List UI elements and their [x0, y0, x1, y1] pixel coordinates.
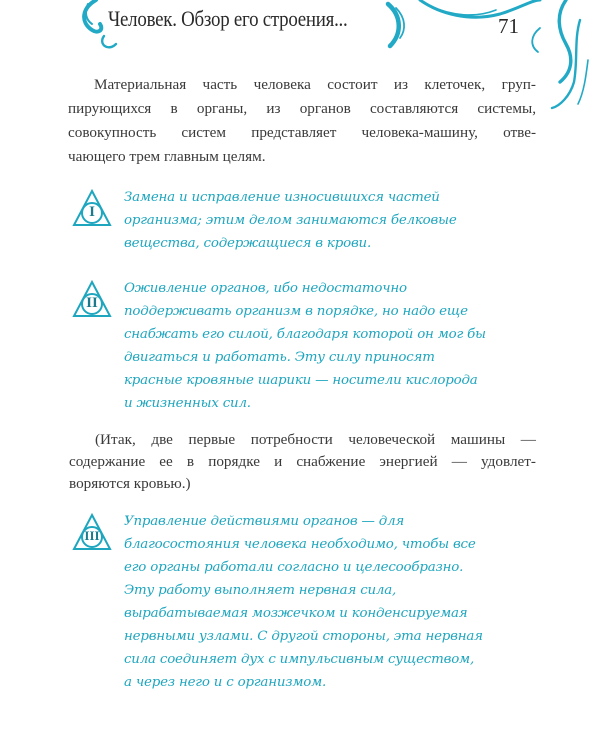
note-line: воряются кровью.)	[69, 475, 191, 492]
item-line: поддерживать организм в порядке, но надо еще	[124, 304, 468, 319]
item-line: нервными узлами. С другой стороны, эта нервная	[124, 629, 483, 644]
item-numeral: II	[86, 295, 98, 311]
item-text	[124, 186, 544, 255]
item-line: организма; этим делом занимаются белковые	[124, 213, 457, 228]
item-line: красные кровяные шарики — носители кислорода	[124, 373, 478, 388]
item-line: вырабатываемая мозжечком и конденсируемая	[124, 606, 468, 621]
note-paragraph	[69, 429, 536, 495]
intro-line: совокупность систем представляет человека-машину, отве-	[68, 124, 536, 141]
item-numeral: I	[89, 204, 95, 220]
intro-line: пирующихся в органы, из органов составляются системы,	[68, 100, 536, 117]
triangle-numeral-icon	[70, 512, 114, 556]
item-line: а через него и с организмом.	[124, 675, 327, 690]
running-title: Человек. Обзор его строения...	[108, 6, 348, 31]
intro-paragraph	[68, 73, 536, 169]
intro-line: Материальная часть человека состоит из клеточек, груп-	[94, 76, 536, 93]
item-text	[124, 277, 544, 415]
item-line: сила соединяет дух с импульсивным существом,	[124, 652, 475, 667]
item-line: Управление действиями органов — для	[124, 514, 405, 529]
item-line: и жизненных сил.	[124, 396, 251, 411]
item-line: благосостояния человека необходимо, чтобы все	[124, 537, 476, 552]
intro-line: чающего трем главным целям.	[68, 148, 266, 165]
item-text	[124, 510, 544, 694]
item-line: двигаться и работать. Эту силу приносят	[124, 350, 435, 365]
page-number: 71	[498, 14, 519, 38]
item-line: снабжать его силой, благодаря которой он мог бы	[124, 327, 486, 342]
item-line: Эту работу выполняет нервная сила,	[124, 583, 397, 598]
triangle-numeral-icon	[70, 279, 114, 323]
item-line: Оживление органов, ибо недостаточно	[124, 281, 407, 296]
triangle-numeral-icon	[70, 188, 114, 232]
item-numeral: III	[84, 528, 100, 543]
item-line: его органы работали согласно и целесообразно.	[124, 560, 464, 575]
note-line: содержание ее в порядке и снабжение энергией — удовлет-	[69, 453, 536, 470]
item-line: Замена и исправление износившихся частей	[124, 190, 440, 205]
item-line: вещества, содержащиеся в крови.	[124, 236, 372, 251]
note-line: (Итак, две первые потребности человеческой машины —	[95, 431, 536, 448]
